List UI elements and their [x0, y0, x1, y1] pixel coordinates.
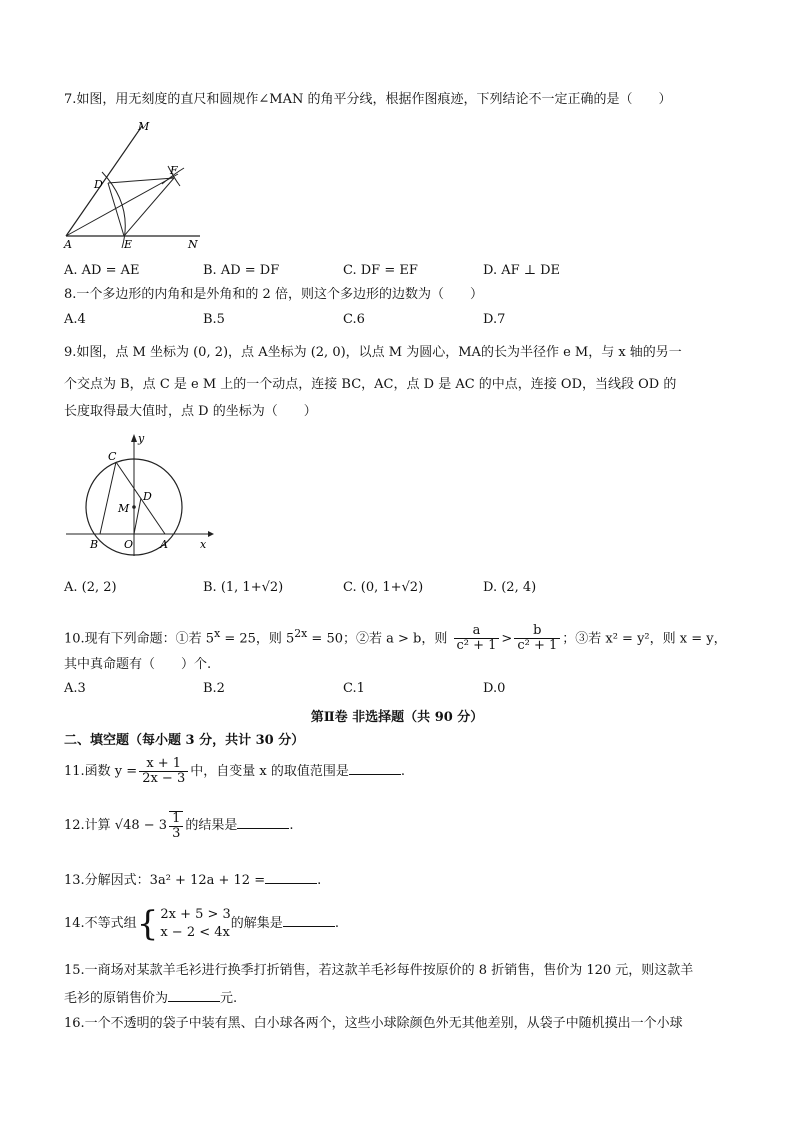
q8-option-b: B.5: [203, 312, 225, 327]
q12-num: 1: [169, 812, 183, 827]
label-n: N: [188, 238, 198, 250]
q11-fraction: [139, 757, 188, 786]
q15-line1: 15.一商场对某款羊毛衫进行换季打折销售，若这款羊毛衫每件按原价的 8 折销售，售价为 120 元，则这款羊: [64, 963, 694, 978]
q7-figure: [62, 118, 204, 250]
q10-stem-line2: 其中真命题有（ ）个.: [64, 657, 212, 672]
q10-option-d: D.0: [483, 681, 506, 696]
q10-fraction-b: [514, 624, 560, 653]
label-a: A: [160, 538, 168, 551]
section-title: 第Ⅱ卷 非选择题（共 90 分）: [310, 710, 484, 725]
q8-option-c: C.6: [343, 312, 365, 327]
q12-answer-blank[interactable]: [237, 816, 289, 829]
q13: [64, 871, 321, 891]
y-axis-arrow: [131, 434, 137, 442]
q14-end: .: [334, 916, 339, 931]
q12-end: .: [289, 818, 294, 833]
q10-stem-line1: [64, 620, 727, 653]
q8-option-a: A.4: [64, 312, 86, 327]
label-m: M: [138, 120, 150, 133]
label-e: E: [124, 238, 133, 250]
q15-line2-suffix: 元.: [220, 991, 238, 1006]
line-ef: [124, 178, 174, 236]
q11-num: x + 1: [139, 757, 188, 772]
label-d: D: [94, 178, 103, 191]
label-a: A: [64, 238, 72, 250]
line-od: [134, 498, 141, 534]
label-m: M: [118, 502, 130, 515]
q10-frac1-num: a: [454, 624, 500, 639]
q14: [64, 904, 339, 944]
q7-option-d: D. AF ⊥ DE: [483, 263, 561, 278]
point-m: [132, 505, 136, 509]
q12: [64, 810, 294, 842]
q13-answer-blank[interactable]: [265, 871, 317, 884]
q14-brace: {: [136, 903, 159, 944]
q12-den: 3: [172, 825, 181, 841]
q9-figure: [62, 430, 214, 558]
q11-suffix: 中，自变量 x 的取值范围是: [190, 764, 349, 779]
q10-frac2-num: b: [514, 624, 560, 639]
q10-part1: 10.现有下列命题：①若 5: [64, 631, 215, 647]
q13-end: .: [317, 873, 322, 888]
q9-option-d: D. (2, 4): [483, 580, 537, 595]
q14-suffix: 的解集是: [230, 916, 283, 931]
label-o: O: [124, 538, 134, 551]
q10-sup1: x: [214, 627, 221, 640]
q7-option-c: C. DF = EF: [343, 263, 418, 278]
x-axis-arrow: [208, 531, 214, 537]
q10-part2: = 25，则 5: [220, 631, 295, 647]
label-f: F: [170, 164, 178, 177]
q12-fraction: [169, 811, 183, 841]
q10-gt: >: [501, 631, 513, 647]
q11: [64, 756, 405, 788]
label-y: y: [138, 432, 145, 445]
q7-option-a: A. AD = AE: [64, 263, 140, 278]
part2-title: 二、填空题（每小题 3 分，共计 30 分）: [64, 733, 305, 748]
q11-end: .: [400, 764, 405, 779]
q9-option-b: B. (1, 1+√2): [203, 580, 284, 595]
q8-option-d: D.7: [483, 312, 506, 327]
q10-frac2-den: c² + 1: [517, 638, 558, 654]
label-d: D: [143, 490, 152, 503]
q9-option-c: C. (0, 1+√2): [343, 580, 424, 595]
q8-stem: 8.一个多边形的内角和是外角和的 2 倍，则这个多边形的边数为（ ）: [64, 287, 483, 302]
q14-answer-blank[interactable]: [283, 914, 335, 927]
q9-option-a: A. (2, 2): [64, 580, 117, 595]
q10-fraction-a: [454, 624, 500, 653]
q13-prefix: 13.分解因式：3a² + 12a + 12 =: [64, 873, 266, 888]
q10-option-a: A.3: [64, 681, 86, 696]
q14-ineq2: x − 2 < 4x: [160, 924, 230, 940]
q14-prefix: 14.不等式组: [64, 916, 137, 931]
q15-line2: [64, 989, 237, 1009]
q12-prefix: 12.计算 √48 − 3: [64, 818, 168, 833]
line-bc: [100, 462, 116, 534]
q10-option-c: C.1: [343, 681, 365, 696]
q10-sup2: 2x: [294, 627, 308, 640]
q14-ineq1: 2x + 5 > 3: [160, 906, 231, 922]
q11-prefix: 11.函数 y =: [64, 764, 138, 779]
q15-line2-prefix: 毛衫的原销售价为: [64, 991, 169, 1006]
q7-option-b: B. AD = DF: [203, 263, 280, 278]
q16-line1: 16.一个不透明的袋子中装有黑、白小球各两个，这些小球除颜色外无其他差别，从袋子中随机摸出一个小球: [64, 1016, 683, 1031]
q10-part3: = 50；②若 a > b，则: [307, 631, 448, 647]
q9-stem-line2: 个交点为 B，点 C 是 e M 上的一个动点，连接 BC，AC，点 D 是 AC 的中点，连接 OD，当线段 OD 的: [64, 377, 677, 392]
label-x: x: [200, 538, 207, 551]
q7-stem: 7.如图，用无刻度的直尺和圆规作∠MAN 的角平分线，根据作图痕迹，下列结论不一定正确的是（ ）: [64, 92, 672, 107]
q14-system: [160, 906, 230, 942]
q10-part4: ；③若 x² = y²，则 x = y，: [562, 631, 727, 647]
q9-stem-line1: 9.如图，点 M 坐标为 (0, 2)，点 A坐标为 (2, 0)，以点 M 为圆心，MA的长为半径作 e M，与 x 轴的另一: [64, 345, 682, 360]
label-b: B: [90, 538, 99, 551]
label-c: C: [108, 450, 117, 463]
q12-suffix: 的结果是: [185, 818, 238, 833]
q15-answer-blank[interactable]: [168, 989, 220, 1002]
q10-option-b: B.2: [203, 681, 225, 696]
q10-frac1-den: c² + 1: [456, 638, 497, 654]
q11-den: 2x − 3: [142, 771, 186, 786]
q9-stem-line3: 长度取得最大值时，点 D 的坐标为（ ）: [64, 404, 317, 419]
q11-answer-blank[interactable]: [349, 762, 401, 775]
